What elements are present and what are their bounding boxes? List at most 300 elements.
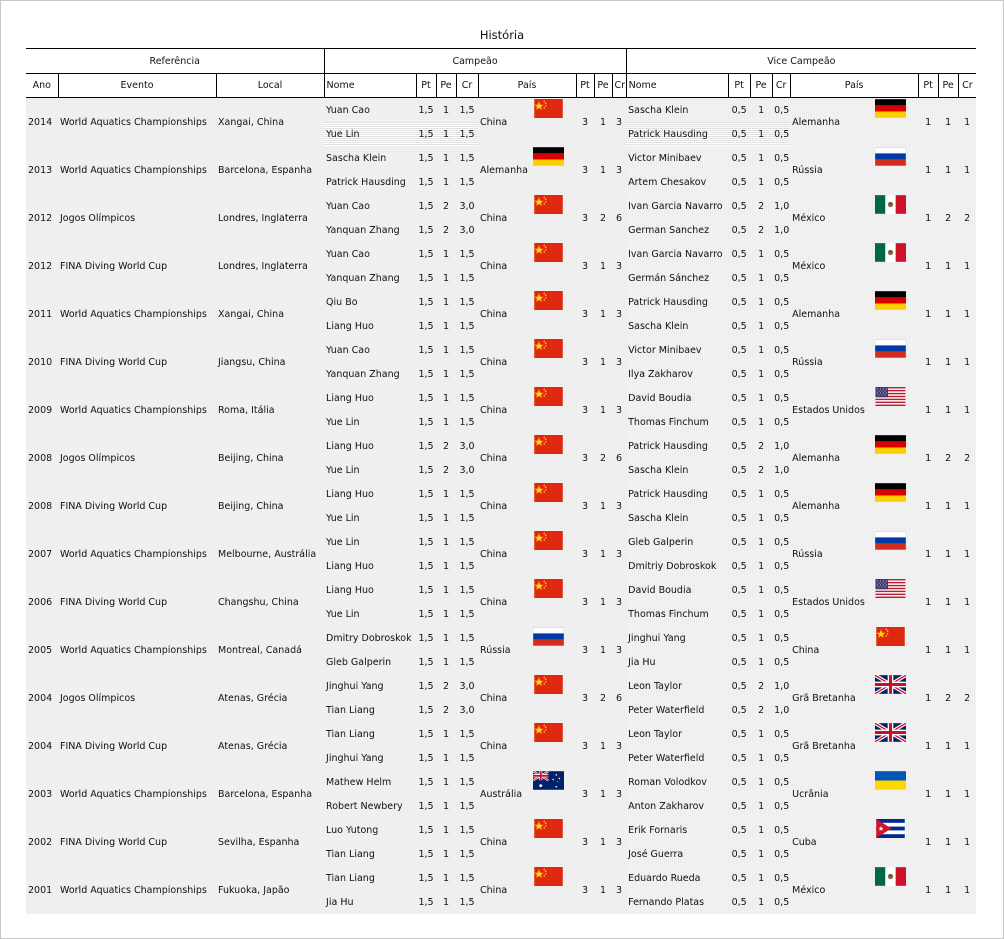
vice-athlete-pt: 0,5 <box>731 248 747 260</box>
champ-athlete-pe: 1 <box>443 728 450 740</box>
champ-athlete-pe: 1 <box>443 488 450 500</box>
vice-country <box>790 818 918 866</box>
champ-athlete-pt: 1,5 <box>418 728 434 740</box>
mx-flag-icon <box>875 243 906 262</box>
cell-ano: 2011 <box>28 308 53 320</box>
champ-athlete-pt: 1,5 <box>418 440 434 452</box>
champ-athlete-pe: 1 <box>443 176 450 188</box>
vice-athlete-pt: 0,5 <box>731 416 747 428</box>
champ-country-pe: 2 <box>600 692 607 704</box>
champ-country <box>478 194 576 242</box>
champ-athlete-cr: 1,5 <box>459 512 475 524</box>
champ-country-cr: 6 <box>616 692 623 704</box>
vice-country-cr: 1 <box>964 548 971 560</box>
vice-country-name: Grã Bretanha <box>792 740 856 752</box>
champ-country-pt: 3 <box>582 212 589 224</box>
cell-ano: 2002 <box>28 836 53 848</box>
table-row <box>26 242 976 266</box>
vice-country-name: Grã Bretanha <box>792 692 856 704</box>
vice-athlete-name: Anton Zakharov <box>628 800 705 812</box>
champ-country <box>478 434 576 482</box>
champ-athlete-pe: 1 <box>443 752 450 764</box>
vice-athlete-cr: 0,5 <box>774 104 790 116</box>
vice-country-name: Alemanha <box>792 500 841 512</box>
champ-country <box>478 530 576 578</box>
vice-athlete-cr: 0,5 <box>774 152 790 164</box>
vice-athlete-pt: 0,5 <box>731 320 747 332</box>
champ-athlete-name: Yue Lin <box>326 608 360 620</box>
champ-athlete-pt: 1,5 <box>418 128 434 140</box>
vice-athlete-pe: 1 <box>758 536 765 548</box>
vice-athlete-name: Eduardo Rueda <box>628 872 701 884</box>
mx-flag-icon <box>875 867 906 886</box>
vice-athlete-name: German Sanchez <box>628 224 710 236</box>
vice-country-cr: 1 <box>964 404 971 416</box>
champ-country <box>478 482 576 530</box>
champ-country <box>478 338 576 386</box>
vice-country <box>790 98 918 147</box>
vice-athlete-pt: 0,5 <box>731 824 747 836</box>
vice-athlete-name: Thomas Finchum <box>628 416 709 428</box>
champ-athlete-cr: 1,5 <box>459 896 475 908</box>
vice-athlete-cr: 0,5 <box>774 392 790 404</box>
champ-country <box>478 674 576 722</box>
champ-athlete-pe: 1 <box>443 320 450 332</box>
vice-country-pt: 1 <box>925 260 932 272</box>
vice-country-cr: 1 <box>964 500 971 512</box>
vice-athlete-cr: 0,5 <box>774 584 790 596</box>
champ-athlete-pt: 1,5 <box>418 560 434 572</box>
vice-athlete-cr: 1,0 <box>774 464 790 476</box>
vice-country-pt: 1 <box>925 356 932 368</box>
col-header-champ-country-cr: Cr <box>612 74 626 98</box>
group-header-referencia: Referência <box>26 49 324 74</box>
vice-athlete-pe: 2 <box>758 200 765 212</box>
champ-athlete-pe: 1 <box>443 560 450 572</box>
cell-ano: 2006 <box>28 596 53 608</box>
vice-country-name: Rússia <box>792 548 823 560</box>
champ-athlete-cr: 1,5 <box>459 824 475 836</box>
cell-local: Jiangsu, China <box>218 356 286 368</box>
champ-athlete-cr: 1,5 <box>459 296 475 308</box>
champ-country <box>478 578 576 626</box>
champ-country-name: China <box>480 356 508 368</box>
champ-country-pe: 1 <box>600 548 607 560</box>
vice-athlete-pt: 0,5 <box>731 344 747 356</box>
champ-athlete-name: Yuan Cao <box>326 344 370 356</box>
col-header-champ-pt: Pt <box>416 74 436 98</box>
champ-country-cr: 3 <box>616 116 623 128</box>
champ-athlete-cr: 1,5 <box>459 752 475 764</box>
vice-country <box>790 866 918 914</box>
champ-athlete-pe: 1 <box>443 344 450 356</box>
vice-country-cr: 1 <box>964 116 971 128</box>
vice-athlete-pt: 0,5 <box>731 776 747 788</box>
cell-ano: 2010 <box>28 356 53 368</box>
vice-athlete-cr: 0,5 <box>774 752 790 764</box>
vice-athlete-cr: 0,5 <box>774 800 790 812</box>
champ-athlete-pt: 1,5 <box>418 176 434 188</box>
vice-athlete-cr: 0,5 <box>774 320 790 332</box>
cn-flag-icon <box>533 243 564 262</box>
champ-athlete-cr: 1,5 <box>459 416 475 428</box>
champ-athlete-pt: 1,5 <box>418 680 434 692</box>
vice-athlete-name: Jia Hu <box>628 656 656 668</box>
champ-athlete-pe: 1 <box>443 272 450 284</box>
champ-country <box>478 770 576 818</box>
record-3 <box>26 242 976 290</box>
champ-country-pt: 3 <box>582 884 589 896</box>
vice-country-pe: 2 <box>945 692 952 704</box>
vice-country-pt: 1 <box>925 884 932 896</box>
champ-athlete-cr: 3,0 <box>459 224 475 236</box>
gb-flag-icon <box>875 675 906 694</box>
champ-athlete-pt: 1,5 <box>418 344 434 356</box>
cell-evento: World Aquatics Championships <box>60 548 207 560</box>
vice-country-name: México <box>792 260 826 272</box>
vice-athlete-pe: 1 <box>758 632 765 644</box>
champ-country-cr: 3 <box>616 260 623 272</box>
vice-country-pt: 1 <box>925 452 932 464</box>
vice-athlete-name: Erik Fornaris <box>628 824 688 836</box>
champ-athlete-name: Liang Huo <box>326 488 374 500</box>
au-flag-icon <box>533 771 564 790</box>
vice-athlete-pt: 0,5 <box>731 128 747 140</box>
champ-athlete-cr: 1,5 <box>459 848 475 860</box>
vice-country-name: China <box>792 644 820 656</box>
cn-flag-icon <box>533 579 564 598</box>
vice-athlete-cr: 0,5 <box>774 776 790 788</box>
cell-ano: 2008 <box>28 500 53 512</box>
vice-country-cr: 1 <box>964 356 971 368</box>
vice-athlete-pe: 1 <box>758 104 765 116</box>
cn-flag-icon <box>533 867 564 886</box>
champ-athlete-name: Yue Lin <box>326 416 360 428</box>
vice-country-cr: 2 <box>964 452 971 464</box>
vice-athlete-name: David Boudia <box>628 584 692 596</box>
cn-flag-icon <box>533 819 564 838</box>
vice-country-cr: 1 <box>964 788 971 800</box>
vice-athlete-name: Leon Taylor <box>628 680 682 692</box>
col-header-evento: Evento <box>58 74 216 98</box>
champ-athlete-cr: 1,5 <box>459 728 475 740</box>
vice-athlete-name: Victor Minibaev <box>628 152 702 164</box>
champ-country-pt: 3 <box>582 116 589 128</box>
champ-country-pt: 3 <box>582 308 589 320</box>
vice-country <box>790 770 918 818</box>
champ-country-pt: 3 <box>582 452 589 464</box>
vice-athlete-cr: 1,0 <box>774 680 790 692</box>
vice-athlete-cr: 1,0 <box>774 440 790 452</box>
champ-country-name: China <box>480 452 508 464</box>
cell-evento: FINA Diving World Cup <box>60 260 168 272</box>
record-4 <box>26 290 976 338</box>
vice-athlete-name: Peter Waterfield <box>628 704 705 716</box>
champ-country-pe: 1 <box>600 836 607 848</box>
col-header-local: Local <box>216 74 324 98</box>
champ-athlete-name: Yuan Cao <box>326 200 370 212</box>
champ-athlete-pt: 1,5 <box>418 536 434 548</box>
champ-athlete-cr: 1,5 <box>459 272 475 284</box>
champ-athlete-pt: 1,5 <box>418 584 434 596</box>
cell-evento: FINA Diving World Cup <box>60 356 168 368</box>
de-flag-icon <box>533 147 564 166</box>
champ-country-name: China <box>480 740 508 752</box>
vice-athlete-cr: 1,0 <box>774 224 790 236</box>
vice-athlete-name: Roman Volodkov <box>628 776 707 788</box>
champ-country-name: China <box>480 500 508 512</box>
vice-athlete-cr: 0,5 <box>774 560 790 572</box>
ru-flag-icon <box>533 627 564 646</box>
champ-athlete-pt: 1,5 <box>418 632 434 644</box>
vice-athlete-cr: 0,5 <box>774 632 790 644</box>
champ-athlete-cr: 1,5 <box>459 536 475 548</box>
vice-athlete-name: Victor Minibaev <box>628 344 702 356</box>
vice-athlete-name: Patrick Hausding <box>628 128 708 140</box>
vice-country-pe: 1 <box>945 500 952 512</box>
vice-country <box>790 722 918 770</box>
vice-athlete-cr: 0,5 <box>774 488 790 500</box>
champ-country <box>478 386 576 434</box>
record-10 <box>26 578 976 626</box>
champ-athlete-pe: 1 <box>443 872 450 884</box>
champ-athlete-pe: 1 <box>443 848 450 860</box>
vice-country-pe: 2 <box>945 212 952 224</box>
ru-flag-icon <box>875 147 906 166</box>
vice-athlete-cr: 0,5 <box>774 176 790 188</box>
cell-local: Atenas, Grécia <box>218 740 288 752</box>
champ-athlete-name: Dmitry Dobroskok <box>326 632 412 644</box>
record-1 <box>26 146 976 194</box>
vice-country-pe: 1 <box>945 740 952 752</box>
champ-country-cr: 3 <box>616 596 623 608</box>
vice-athlete-pt: 0,5 <box>731 536 747 548</box>
champ-country-cr: 3 <box>616 740 623 752</box>
vice-country <box>790 146 918 194</box>
cn-flag-icon <box>533 435 564 454</box>
ru-flag-icon <box>875 339 906 358</box>
champ-country-pe: 1 <box>600 500 607 512</box>
champ-athlete-cr: 1,5 <box>459 584 475 596</box>
table-row <box>26 866 976 890</box>
champ-athlete-cr: 1,5 <box>459 128 475 140</box>
vice-country-pt: 1 <box>925 836 932 848</box>
champ-country-pe: 2 <box>600 212 607 224</box>
champ-country-name: Austrália <box>480 788 523 800</box>
col-header-champ-pais: País <box>478 74 576 98</box>
champ-athlete-pt: 1,5 <box>418 416 434 428</box>
champ-athlete-pt: 1,5 <box>418 800 434 812</box>
vice-country-name: Ucrânia <box>792 788 829 800</box>
vice-athlete-pe: 2 <box>758 440 765 452</box>
champ-country-cr: 3 <box>616 356 623 368</box>
champ-athlete-pt: 1,5 <box>418 368 434 380</box>
vice-country <box>790 530 918 578</box>
vice-athlete-pe: 1 <box>758 824 765 836</box>
vice-country-pe: 2 <box>945 452 952 464</box>
champ-athlete-pt: 1,5 <box>418 392 434 404</box>
champ-athlete-pe: 1 <box>443 392 450 404</box>
col-header-vice-nome: Nome <box>626 74 728 98</box>
champ-country-pt: 3 <box>582 548 589 560</box>
vice-athlete-cr: 0,5 <box>774 128 790 140</box>
champ-country <box>478 818 576 866</box>
champ-country <box>478 290 576 338</box>
champ-country-pt: 3 <box>582 692 589 704</box>
de-flag-icon <box>875 483 906 502</box>
vice-athlete-pt: 0,5 <box>731 104 747 116</box>
champ-athlete-name: Jinghui Yang <box>326 752 384 764</box>
vice-athlete-cr: 0,5 <box>774 872 790 884</box>
champ-athlete-name: Sascha Klein <box>326 152 387 164</box>
champ-country-name: China <box>480 308 508 320</box>
vice-athlete-pt: 0,5 <box>731 440 747 452</box>
champ-athlete-pe: 1 <box>443 824 450 836</box>
vice-athlete-cr: 0,5 <box>774 824 790 836</box>
vice-country-pe: 1 <box>945 308 952 320</box>
champ-athlete-pe: 1 <box>443 128 450 140</box>
vice-athlete-name: Fernando Platas <box>628 896 705 908</box>
cell-ano: 2009 <box>28 404 53 416</box>
vice-athlete-pt: 0,5 <box>731 200 747 212</box>
champ-athlete-cr: 1,5 <box>459 392 475 404</box>
vice-athlete-pt: 0,5 <box>731 800 747 812</box>
vice-country-name: Cuba <box>792 836 817 848</box>
champ-country-pt: 3 <box>582 356 589 368</box>
champ-athlete-name: Jinghui Yang <box>326 680 384 692</box>
cell-local: Londres, Inglaterra <box>218 212 308 224</box>
vice-athlete-name: Dmitriy Dobroskok <box>628 560 717 572</box>
us-flag-icon <box>875 579 906 598</box>
vice-athlete-name: Artem Chesakov <box>628 176 707 188</box>
champ-country-pe: 1 <box>600 164 607 176</box>
cell-local: Melbourne, Austrália <box>218 548 317 560</box>
champ-athlete-name: Jia Hu <box>326 896 354 908</box>
cell-evento: World Aquatics Championships <box>60 116 207 128</box>
champ-athlete-pe: 1 <box>443 608 450 620</box>
champ-country-name: China <box>480 548 508 560</box>
champ-athlete-cr: 1,5 <box>459 344 475 356</box>
cell-local: Beijing, China <box>218 500 284 512</box>
vice-country-pt: 1 <box>925 404 932 416</box>
vice-athlete-pt: 0,5 <box>731 632 747 644</box>
cell-local: Barcelona, Espanha <box>218 164 313 176</box>
vice-country-pe: 1 <box>945 596 952 608</box>
vice-athlete-name: Sascha Klein <box>628 512 689 524</box>
champ-athlete-pt: 1,5 <box>418 512 434 524</box>
record-16 <box>26 866 976 914</box>
champ-athlete-pt: 1,5 <box>418 488 434 500</box>
vice-country-cr: 1 <box>964 164 971 176</box>
champ-athlete-name: Yuan Cao <box>326 104 370 116</box>
vice-country-name: Estados Unidos <box>792 404 865 416</box>
champ-country-cr: 3 <box>616 644 623 656</box>
cell-evento: Jogos Olímpicos <box>60 692 136 704</box>
champ-athlete-cr: 1,5 <box>459 176 475 188</box>
record-0 <box>26 98 976 147</box>
vice-athlete-pe: 1 <box>758 368 765 380</box>
vice-athlete-pt: 0,5 <box>731 296 747 308</box>
record-12 <box>26 674 976 722</box>
champ-athlete-pt: 1,5 <box>418 296 434 308</box>
champ-athlete-name: Yue Lin <box>326 512 360 524</box>
champ-athlete-cr: 1,5 <box>459 800 475 812</box>
table-row <box>26 146 976 170</box>
cell-local: Montreal, Canadá <box>218 644 302 656</box>
record-8 <box>26 482 976 530</box>
champ-athlete-name: Tian Liang <box>326 848 375 860</box>
vice-athlete-cr: 0,5 <box>774 416 790 428</box>
de-flag-icon <box>875 435 906 454</box>
vice-country <box>790 338 918 386</box>
vice-athlete-pe: 1 <box>758 896 765 908</box>
champ-country-pe: 1 <box>600 116 607 128</box>
champ-athlete-name: Tian Liang <box>326 704 375 716</box>
champ-country <box>478 722 576 770</box>
champ-athlete-name: Liang Huo <box>326 320 374 332</box>
champ-country-pt: 3 <box>582 500 589 512</box>
col-header-vice-pe: Pe <box>750 74 772 98</box>
cell-evento: World Aquatics Championships <box>60 644 207 656</box>
champ-country-pt: 3 <box>582 164 589 176</box>
vice-athlete-name: Patrick Hausding <box>628 296 708 308</box>
vice-athlete-pt: 0,5 <box>731 752 747 764</box>
vice-athlete-name: Leon Taylor <box>628 728 682 740</box>
vice-country-pe: 1 <box>945 644 952 656</box>
vice-athlete-pe: 1 <box>758 752 765 764</box>
col-header-vice-country-pt: Pt <box>918 74 938 98</box>
champ-athlete-pe: 1 <box>443 296 450 308</box>
champ-athlete-pe: 1 <box>443 104 450 116</box>
champ-athlete-pe: 1 <box>443 368 450 380</box>
champ-athlete-cr: 1,5 <box>459 560 475 572</box>
col-header-vice-pais: País <box>790 74 918 98</box>
champ-country-cr: 3 <box>616 548 623 560</box>
champ-athlete-pe: 1 <box>443 248 450 260</box>
vice-country-cr: 2 <box>964 692 971 704</box>
champ-country-pt: 3 <box>582 404 589 416</box>
champ-athlete-pe: 1 <box>443 536 450 548</box>
champ-athlete-pt: 1,5 <box>418 896 434 908</box>
table-row <box>26 434 976 458</box>
ru-flag-icon <box>875 531 906 550</box>
vice-athlete-name: Patrick Hausding <box>628 488 708 500</box>
cell-local: Changshu, China <box>218 596 299 608</box>
champ-athlete-pe: 1 <box>443 800 450 812</box>
champ-athlete-pe: 2 <box>443 200 450 212</box>
vice-athlete-name: Patrick Hausding <box>628 440 708 452</box>
champ-athlete-name: Tian Liang <box>326 728 375 740</box>
vice-athlete-cr: 0,5 <box>774 728 790 740</box>
champ-athlete-cr: 1,5 <box>459 152 475 164</box>
vice-athlete-pt: 0,5 <box>731 488 747 500</box>
vice-country <box>790 290 918 338</box>
table-row <box>26 626 976 650</box>
champ-athlete-cr: 1,5 <box>459 104 475 116</box>
record-14 <box>26 770 976 818</box>
vice-athlete-pt: 0,5 <box>731 224 747 236</box>
cell-ano: 2004 <box>28 740 53 752</box>
vice-country-pt: 1 <box>925 596 932 608</box>
vice-country-pt: 1 <box>925 692 932 704</box>
champ-athlete-pt: 1,5 <box>418 248 434 260</box>
vice-athlete-cr: 0,5 <box>774 248 790 260</box>
record-2 <box>26 194 976 242</box>
champ-country-pe: 1 <box>600 788 607 800</box>
champ-athlete-cr: 3,0 <box>459 704 475 716</box>
table-row <box>26 818 976 842</box>
cell-local: Xangai, China <box>218 116 285 128</box>
